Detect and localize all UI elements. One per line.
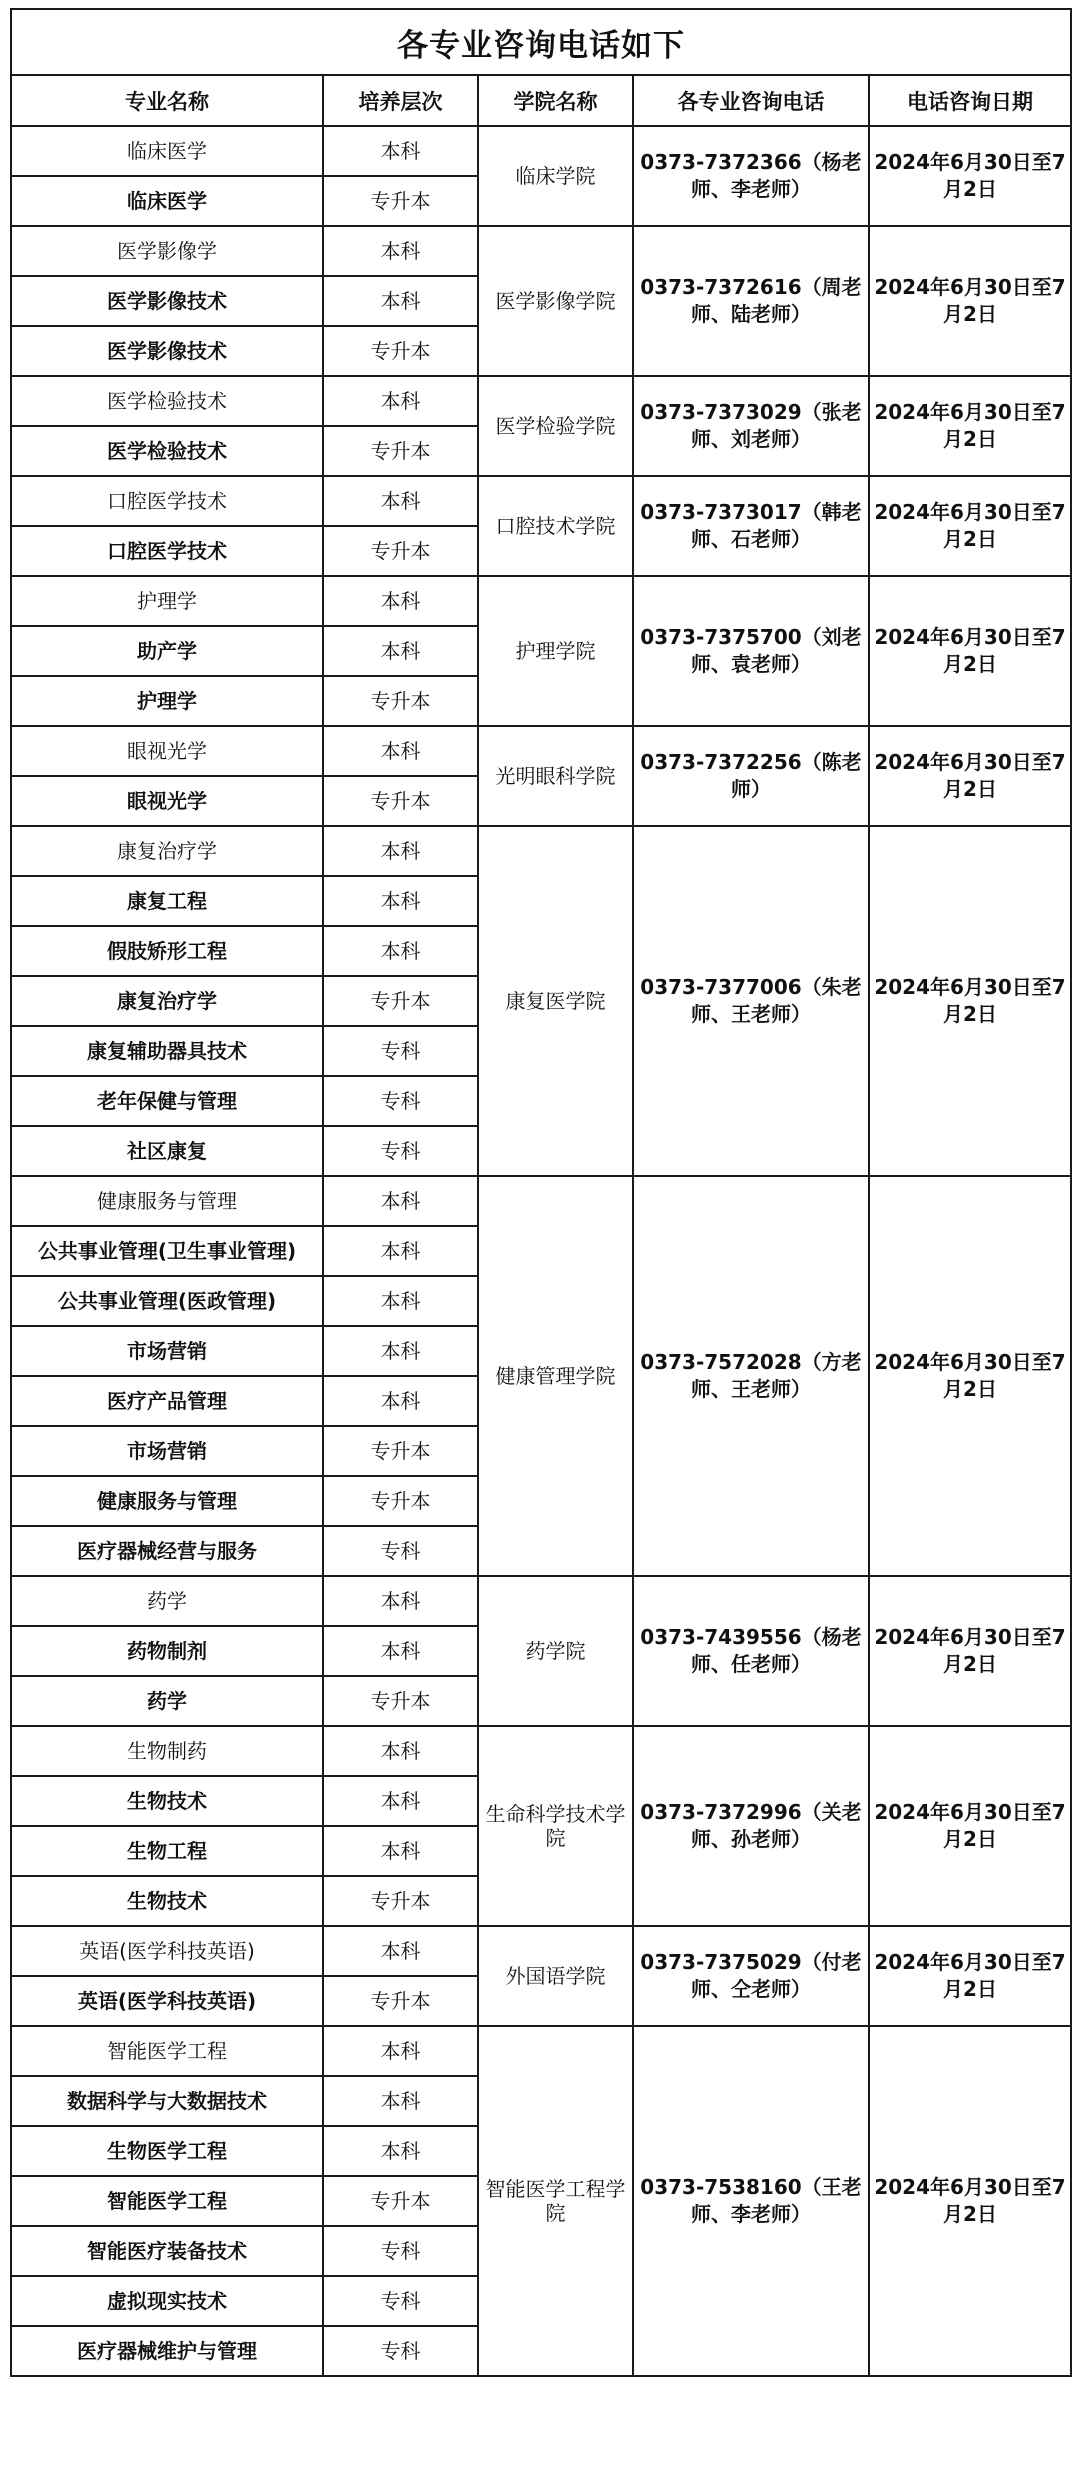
major-name-cell: 临床医学 [11, 176, 323, 226]
college-name-cell: 医学影像学院 [478, 226, 633, 376]
major-name-cell: 老年保健与管理 [11, 1076, 323, 1126]
title-row [11, 9, 1071, 75]
education-level-cell: 本科 [323, 1376, 478, 1426]
college-name-cell: 康复医学院 [478, 826, 633, 1176]
education-level-cell: 专科 [323, 2226, 478, 2276]
education-level-cell: 专升本 [323, 176, 478, 226]
education-level-cell: 专升本 [323, 526, 478, 576]
major-name-cell: 生物工程 [11, 1826, 323, 1876]
table-row [11, 1576, 1071, 1626]
consult-date-cell: 2024年6月30日至7月2日 [869, 826, 1071, 1176]
major-name-cell: 市场营销 [11, 1426, 323, 1476]
education-level-cell: 本科 [323, 126, 478, 176]
consult-phone-cell: 0373-7538160（王老师、李老师） [633, 2026, 869, 2376]
education-level-cell: 专升本 [323, 976, 478, 1026]
education-level-cell: 专科 [323, 1026, 478, 1076]
major-name-cell: 英语(医学科技英语) [11, 1926, 323, 1976]
major-name-cell: 护理学 [11, 576, 323, 626]
education-level-cell: 本科 [323, 576, 478, 626]
table-row [11, 376, 1071, 426]
consult-date-cell: 2024年6月30日至7月2日 [869, 2026, 1071, 2376]
major-name-cell: 药学 [11, 1676, 323, 1726]
major-name-cell: 口腔医学技术 [11, 526, 323, 576]
table-body [11, 126, 1071, 2376]
major-name-cell: 生物技术 [11, 1776, 323, 1826]
major-name-cell: 医学检验技术 [11, 426, 323, 476]
education-level-cell: 专升本 [323, 2176, 478, 2226]
table-row [11, 476, 1071, 526]
header-college: 学院名称 [478, 75, 633, 126]
major-name-cell: 临床医学 [11, 126, 323, 176]
table-row [11, 576, 1071, 626]
major-name-cell: 生物制药 [11, 1726, 323, 1776]
major-name-cell: 智能医学工程 [11, 2176, 323, 2226]
education-level-cell: 专科 [323, 2276, 478, 2326]
consult-date-cell: 2024年6月30日至7月2日 [869, 476, 1071, 576]
major-name-cell: 生物技术 [11, 1876, 323, 1926]
consult-date-cell: 2024年6月30日至7月2日 [869, 576, 1071, 726]
consult-date-cell: 2024年6月30日至7月2日 [869, 126, 1071, 226]
education-level-cell: 本科 [323, 1776, 478, 1826]
education-level-cell: 专升本 [323, 326, 478, 376]
college-name-cell: 医学检验学院 [478, 376, 633, 476]
college-name-cell: 健康管理学院 [478, 1176, 633, 1576]
education-level-cell: 专升本 [323, 1876, 478, 1926]
college-name-cell: 智能医学工程学院 [478, 2026, 633, 2376]
consult-phone-cell: 0373-7375029（付老师、仝老师） [633, 1926, 869, 2026]
consult-date-cell: 2024年6月30日至7月2日 [869, 726, 1071, 826]
education-level-cell: 本科 [323, 476, 478, 526]
major-name-cell: 健康服务与管理 [11, 1476, 323, 1526]
major-name-cell: 康复辅助器具技术 [11, 1026, 323, 1076]
education-level-cell: 本科 [323, 2076, 478, 2126]
education-level-cell: 本科 [323, 1326, 478, 1376]
table-row [11, 726, 1071, 776]
education-level-cell: 本科 [323, 1726, 478, 1776]
education-level-cell: 本科 [323, 1626, 478, 1676]
consult-phone-cell: 0373-7373029（张老师、刘老师） [633, 376, 869, 476]
major-name-cell: 助产学 [11, 626, 323, 676]
education-level-cell: 专科 [323, 2326, 478, 2376]
major-name-cell: 药物制剂 [11, 1626, 323, 1676]
table-row [11, 226, 1071, 276]
consult-phone-cell: 0373-7372366（杨老师、李老师） [633, 126, 869, 226]
major-name-cell: 医疗器械维护与管理 [11, 2326, 323, 2376]
education-level-cell: 本科 [323, 376, 478, 426]
college-name-cell: 生命科学技术学院 [478, 1726, 633, 1926]
college-name-cell: 药学院 [478, 1576, 633, 1726]
major-name-cell: 假肢矫形工程 [11, 926, 323, 976]
major-name-cell: 英语(医学科技英语) [11, 1976, 323, 2026]
education-level-cell: 专升本 [323, 1426, 478, 1476]
table-row [11, 1176, 1071, 1226]
table-row [11, 826, 1071, 876]
education-level-cell: 专升本 [323, 776, 478, 826]
major-name-cell: 医学影像学 [11, 226, 323, 276]
major-name-cell: 数据科学与大数据技术 [11, 2076, 323, 2126]
education-level-cell: 专升本 [323, 676, 478, 726]
major-name-cell: 康复治疗学 [11, 826, 323, 876]
consult-date-cell: 2024年6月30日至7月2日 [869, 226, 1071, 376]
education-level-cell: 专科 [323, 1076, 478, 1126]
education-level-cell: 本科 [323, 826, 478, 876]
education-level-cell: 专升本 [323, 1676, 478, 1726]
college-name-cell: 光明眼科学院 [478, 726, 633, 826]
education-level-cell: 本科 [323, 1176, 478, 1226]
college-name-cell: 口腔技术学院 [478, 476, 633, 576]
major-name-cell: 医疗器械经营与服务 [11, 1526, 323, 1576]
major-name-cell: 口腔医学技术 [11, 476, 323, 526]
major-name-cell: 医学检验技术 [11, 376, 323, 426]
major-name-cell: 生物医学工程 [11, 2126, 323, 2176]
education-level-cell: 专科 [323, 1126, 478, 1176]
major-name-cell: 医学影像技术 [11, 326, 323, 376]
consult-phone-cell: 0373-7373017（韩老师、石老师） [633, 476, 869, 576]
education-level-cell: 本科 [323, 926, 478, 976]
table-title: 各专业咨询电话如下 [11, 9, 1071, 75]
header-major: 专业名称 [11, 75, 323, 126]
consult-phone-cell: 0373-7372996（关老师、孙老师） [633, 1726, 869, 1926]
college-name-cell: 护理学院 [478, 576, 633, 726]
major-name-cell: 眼视光学 [11, 726, 323, 776]
major-name-cell: 康复工程 [11, 876, 323, 926]
header-phone: 各专业咨询电话 [633, 75, 869, 126]
major-name-cell: 健康服务与管理 [11, 1176, 323, 1226]
education-level-cell: 专升本 [323, 426, 478, 476]
header-level: 培养层次 [323, 75, 478, 126]
education-level-cell: 本科 [323, 626, 478, 676]
table-row [11, 126, 1071, 176]
consult-date-cell: 2024年6月30日至7月2日 [869, 1176, 1071, 1576]
education-level-cell: 本科 [323, 1226, 478, 1276]
consult-date-cell: 2024年6月30日至7月2日 [869, 1926, 1071, 2026]
education-level-cell: 本科 [323, 1576, 478, 1626]
major-name-cell: 医学影像技术 [11, 276, 323, 326]
education-level-cell: 本科 [323, 1926, 478, 1976]
table-row [11, 1726, 1071, 1776]
consult-phone-cell: 0373-7375700（刘老师、袁老师） [633, 576, 869, 726]
college-name-cell: 临床学院 [478, 126, 633, 226]
education-level-cell: 本科 [323, 2126, 478, 2176]
header-date: 电话咨询日期 [869, 75, 1071, 126]
major-name-cell: 康复治疗学 [11, 976, 323, 1026]
major-name-cell: 社区康复 [11, 1126, 323, 1176]
consult-phone-cell: 0373-7439556（杨老师、任老师） [633, 1576, 869, 1726]
education-level-cell: 专升本 [323, 1976, 478, 2026]
education-level-cell: 本科 [323, 2026, 478, 2076]
major-name-cell: 市场营销 [11, 1326, 323, 1376]
education-level-cell: 本科 [323, 876, 478, 926]
major-name-cell: 虚拟现实技术 [11, 2276, 323, 2326]
education-level-cell: 本科 [323, 726, 478, 776]
header-row [11, 75, 1071, 126]
education-level-cell: 专升本 [323, 1476, 478, 1526]
education-level-cell: 本科 [323, 1276, 478, 1326]
table-row [11, 1926, 1071, 1976]
consult-date-cell: 2024年6月30日至7月2日 [869, 1576, 1071, 1726]
major-name-cell: 智能医学工程 [11, 2026, 323, 2076]
consult-date-cell: 2024年6月30日至7月2日 [869, 1726, 1071, 1926]
college-name-cell: 外国语学院 [478, 1926, 633, 2026]
consult-date-cell: 2024年6月30日至7月2日 [869, 376, 1071, 476]
major-name-cell: 公共事业管理(医政管理) [11, 1276, 323, 1326]
education-level-cell: 本科 [323, 1826, 478, 1876]
major-name-cell: 医疗产品管理 [11, 1376, 323, 1426]
education-level-cell: 专科 [323, 1526, 478, 1576]
major-name-cell: 公共事业管理(卫生事业管理) [11, 1226, 323, 1276]
consult-phone-cell: 0373-7572028（方老师、王老师） [633, 1176, 869, 1576]
consult-phone-cell: 0373-7372616（周老师、陆老师） [633, 226, 869, 376]
major-name-cell: 眼视光学 [11, 776, 323, 826]
consultation-table [10, 8, 1072, 2377]
education-level-cell: 本科 [323, 226, 478, 276]
table-row [11, 2026, 1071, 2076]
education-level-cell: 本科 [323, 276, 478, 326]
consult-phone-cell: 0373-7372256（陈老师） [633, 726, 869, 826]
major-name-cell: 智能医疗装备技术 [11, 2226, 323, 2276]
consult-phone-cell: 0373-7377006（朱老师、王老师） [633, 826, 869, 1176]
major-name-cell: 药学 [11, 1576, 323, 1626]
major-name-cell: 护理学 [11, 676, 323, 726]
